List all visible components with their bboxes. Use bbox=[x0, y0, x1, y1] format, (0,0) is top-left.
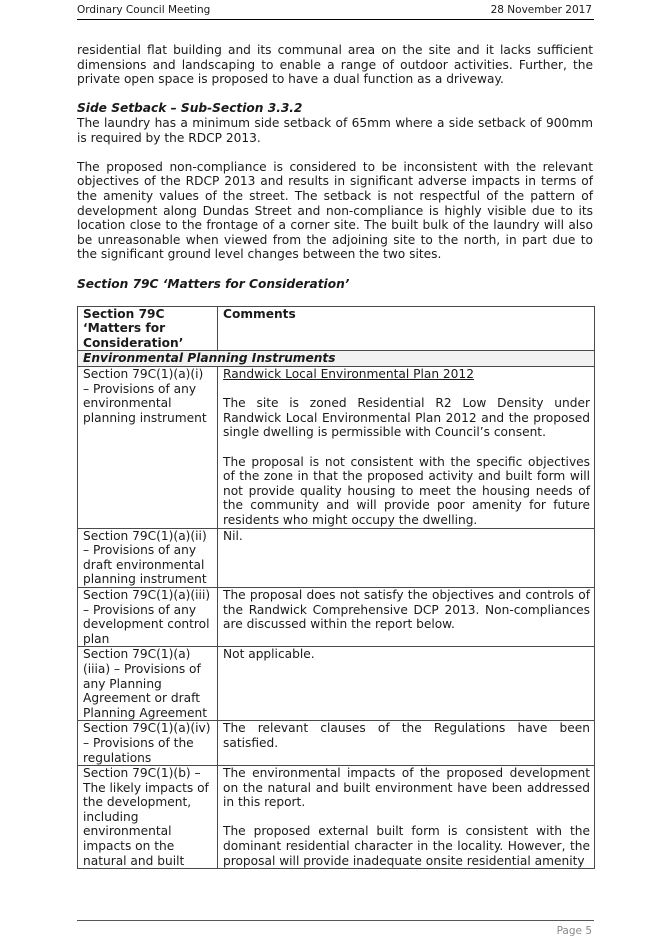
table-header-row bbox=[78, 306, 595, 351]
lep-title: Randwick Local Environmental Plan 2012 bbox=[223, 367, 474, 382]
row-comment: The proposal does not satisfy the objectives and controls of the Randwick Comprehensive DCP 2013. Non-compliances are discussed within the report below. bbox=[218, 587, 595, 646]
row-comment: The relevant clauses of the Regulations have been satisfied. bbox=[218, 721, 595, 766]
meeting-name: Ordinary Council Meeting bbox=[77, 4, 211, 16]
row-comment-paragraph: The site is zoned Residential R2 Low Density under Randwick Local Environmental Plan 2012 and the proposed single dwelling is permissible with Council’s consent. bbox=[223, 396, 590, 440]
table-row bbox=[78, 721, 595, 766]
table-header-section: Section 79C ‘Matters for Consideration’ bbox=[78, 306, 218, 351]
row-comment: Not applicable. bbox=[218, 647, 595, 721]
table-row bbox=[78, 647, 595, 721]
table-row bbox=[78, 367, 595, 529]
side-setback-heading: Side Setback – Sub-Section 3.3.2 bbox=[77, 101, 303, 116]
row-comment-paragraph: The proposal is not consistent with the specific objectives of the zone in that the proposed activity and built form will not provide quality housing to meet the housing needs of the community and will provide poor amenity for future residents who might occupy the dwelling. bbox=[223, 454, 590, 527]
row-comment bbox=[218, 367, 595, 529]
table-row bbox=[78, 766, 595, 869]
table-row bbox=[78, 528, 595, 587]
row-comment-paragraph: The proposed external built form is consistent with the dominant residential character in the locality. However, the proposal will provide inadequate onsite residential amenity bbox=[223, 824, 590, 868]
page-number: Page 5 bbox=[556, 925, 592, 937]
row-label: Section 79C(1)(b) – The likely impacts of the development, including environmental impacts on the natural and built bbox=[78, 766, 218, 869]
row-label: Section 79C(1)(a)(iiia) – Provisions of any Planning Agreement or draft Planning Agreement bbox=[78, 647, 218, 721]
row-label: Section 79C(1)(a)(iv) – Provisions of the regulations bbox=[78, 721, 218, 766]
row-label: Section 79C(1)(a)(iii) – Provisions of any development control plan bbox=[78, 587, 218, 646]
row-label: Section 79C(1)(a)(ii) – Provisions of any draft environmental planning instrument bbox=[78, 528, 218, 587]
row-comment-paragraph: The environmental impacts of the proposed development on the natural and built environment have been addressed in this report. bbox=[223, 766, 590, 810]
table-header-comments: Comments bbox=[218, 306, 595, 351]
document-body bbox=[77, 43, 593, 869]
side-setback-paragraph-1: The laundry has a minimum side setback of 65mm where a side setback of 900mm is required by the RDCP 2013. bbox=[77, 115, 593, 145]
page-footer bbox=[77, 920, 594, 937]
row-comment: Nil. bbox=[218, 528, 595, 587]
section-row-label: Environmental Planning Instruments bbox=[78, 351, 595, 367]
page-header bbox=[77, 3, 594, 20]
row-label: Section 79C(1)(a)(i) – Provisions of any environmental planning instrument bbox=[78, 367, 218, 529]
side-setback-paragraph-2: The proposed non-compliance is considered to be inconsistent with the relevant objectives of the RDCP 2013 and results in significant adverse impacts in terms of the amenity values of the street. The setback is not respectful of the pattern of development along Dundas Street and non-compliance is highly visible due to its location close to the frontage of a corner site. The built bulk of the laundry will also be unreasonable when viewed from the adjoining site to the north, in part due to the significant ground level changes between the two sites. bbox=[77, 159, 593, 262]
section-79c-heading: Section 79C ‘Matters for Consideration’ bbox=[77, 276, 350, 291]
table-row bbox=[78, 587, 595, 646]
table-section-row bbox=[78, 351, 595, 367]
matters-for-consideration-table bbox=[77, 306, 595, 870]
meeting-date: 28 November 2017 bbox=[490, 4, 592, 16]
intro-paragraph: residential flat building and its communal area on the site and it lacks sufficient dimensions and landscaping to enable a range of outdoor activities. Further, the private open space is proposed to have a dual function as a driveway. bbox=[77, 43, 593, 87]
row-comment bbox=[218, 766, 595, 869]
